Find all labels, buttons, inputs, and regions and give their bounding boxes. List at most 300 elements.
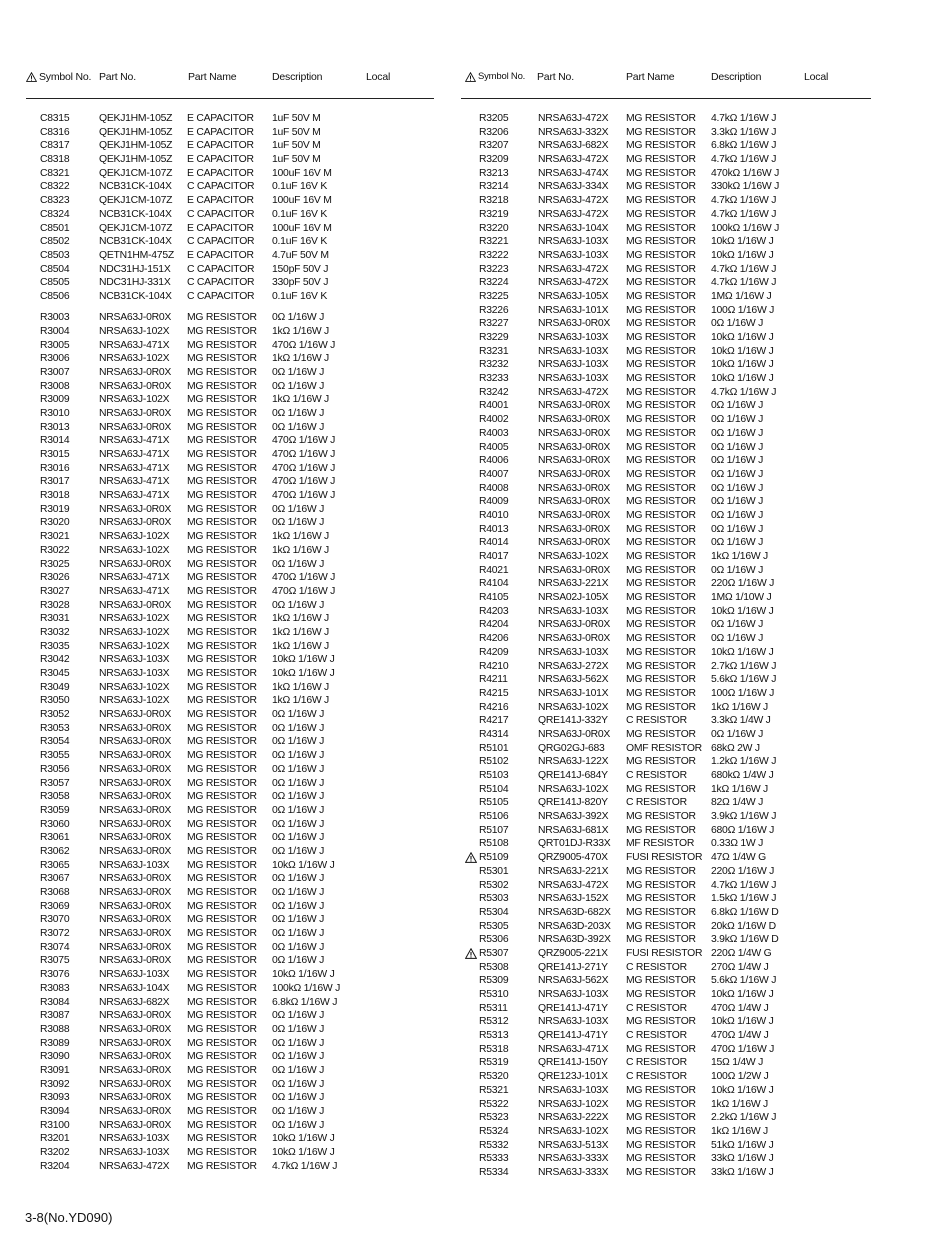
part-no: NCB31CK-104X: [99, 181, 172, 193]
description: 10kΩ 1/16W J: [711, 249, 774, 261]
table-row: [26, 667, 446, 681]
part-no: NRSA63J-0R0X: [99, 1051, 172, 1063]
table-row: [465, 112, 885, 126]
part-no: QEKJ1CM-107Z: [99, 195, 173, 207]
table-row: [465, 1015, 885, 1029]
part-no: NRSA63J-0R0X: [99, 777, 172, 789]
description: 47Ω 1/4W G: [711, 852, 766, 864]
part-name: E CAPACITOR: [187, 154, 254, 166]
description: 10kΩ 1/16W J: [711, 373, 774, 385]
symbol-no: R5304: [479, 906, 509, 918]
table-row: [465, 441, 885, 455]
symbol-no: C8317: [40, 140, 70, 152]
table-row: [465, 1029, 885, 1043]
part-name: MG RESISTOR: [187, 435, 257, 447]
symbol-no: R3214: [479, 181, 509, 193]
table-row: [465, 933, 885, 947]
symbol-no: R5310: [479, 989, 509, 1000]
part-no: NRSA63J-0R0X: [99, 736, 172, 748]
symbol-no: R5305: [479, 920, 509, 932]
description: 0.1uF 16V K: [272, 236, 328, 248]
symbol-no: R3094: [40, 1106, 70, 1117]
part-name: MG RESISTOR: [626, 373, 696, 385]
table-row: [465, 523, 885, 537]
part-name: MG RESISTOR: [626, 263, 696, 275]
description: 0Ω 1/16W J: [272, 955, 325, 967]
symbol-no: R5309: [479, 975, 509, 987]
part-name: MG RESISTOR: [626, 1043, 696, 1055]
symbol-no: R5106: [479, 811, 509, 823]
symbol-no: R3015: [40, 449, 70, 460]
description: 0.1uF 16V K: [272, 208, 328, 220]
description: 0Ω 1/16W J: [272, 1051, 325, 1063]
table-row: [26, 941, 446, 955]
table-row: [465, 180, 885, 194]
part-name: MG RESISTOR: [626, 687, 696, 699]
symbol-no: R4204: [479, 619, 509, 631]
part-name: MG RESISTOR: [626, 140, 696, 152]
part-no: NRSA63J-104X: [538, 222, 609, 234]
symbol-no: R3213: [479, 167, 509, 179]
table-row: [465, 454, 885, 468]
part-name: MG RESISTOR: [187, 558, 257, 570]
table-header: [26, 71, 446, 85]
part-name: MG RESISTOR: [187, 818, 257, 830]
table-row: [26, 1160, 446, 1174]
part-no: NRSA63J-103X: [99, 668, 170, 679]
part-name: MG RESISTOR: [626, 989, 696, 1000]
header-desc: Description: [711, 71, 762, 83]
table-row: [26, 352, 446, 366]
part-name: OMF RESISTOR: [626, 742, 702, 754]
description: 100Ω 1/16W J: [711, 687, 775, 699]
table-row: [465, 920, 885, 934]
part-no: NRSA63J-471X: [99, 490, 170, 502]
description: 1kΩ 1/16W J: [272, 640, 329, 652]
part-no: NRSA63J-102X: [99, 353, 170, 365]
table-row: [465, 988, 885, 1002]
table-row: [26, 1105, 446, 1119]
description: 0.1uF 16V K: [272, 181, 328, 193]
part-name: MG RESISTOR: [187, 900, 257, 912]
part-no: QEKJ1HM-105Z: [99, 140, 173, 152]
symbol-no: R4003: [479, 427, 509, 439]
description: 10kΩ 1/16W J: [711, 236, 774, 248]
part-no: NRSA63J-333X: [538, 1166, 609, 1178]
part-no: NRSA63J-0R0X: [99, 1023, 172, 1035]
symbol-no: R3021: [40, 531, 70, 543]
part-name: MG RESISTOR: [626, 318, 696, 330]
table-row: [465, 742, 885, 756]
part-no: NRSA63J-471X: [99, 585, 170, 597]
description: 0Ω 1/16W J: [272, 887, 325, 898]
symbol-no: R5334: [479, 1166, 509, 1178]
part-no: NRSA63J-102X: [99, 325, 170, 337]
part-name: MG RESISTOR: [626, 1112, 696, 1124]
table-row: [465, 413, 885, 427]
description: 220Ω 1/16W J: [711, 578, 775, 590]
symbol-no: R4206: [479, 633, 509, 645]
part-no: NRSA63J-102X: [99, 531, 170, 543]
symbol-no: C8505: [40, 277, 70, 289]
part-no: NRSA63J-334X: [538, 181, 609, 193]
symbol-no: R4217: [479, 715, 509, 727]
table-row: [26, 167, 446, 181]
part-no: NRSA63J-471X: [99, 435, 170, 447]
part-name: MG RESISTOR: [626, 1139, 696, 1151]
part-name: MG RESISTOR: [626, 893, 696, 905]
symbol-no: R3070: [40, 914, 70, 926]
table-row: [465, 1056, 885, 1070]
symbol-no: R3222: [479, 249, 509, 261]
symbol-no: R3052: [40, 709, 70, 721]
part-no: NRSA63J-472X: [538, 879, 609, 891]
table-row: [26, 640, 446, 654]
description: 0Ω 1/16W J: [711, 400, 764, 412]
table-row: [465, 564, 885, 578]
part-name: MG RESISTOR: [187, 394, 257, 406]
part-no: QETN1HM-475Z: [99, 249, 174, 261]
table-row: [465, 577, 885, 591]
part-name: MG RESISTOR: [626, 701, 696, 713]
table-row: [465, 235, 885, 249]
symbol-no: R5333: [479, 1153, 509, 1165]
description: 4.7kΩ 1/16W J: [711, 113, 777, 124]
symbol-no: C8324: [40, 208, 70, 220]
part-name: E CAPACITOR: [187, 126, 254, 138]
table-row: [465, 687, 885, 701]
table-row: [26, 1064, 446, 1078]
part-name: MG RESISTOR: [187, 887, 257, 898]
description: 470Ω 1/16W J: [272, 572, 336, 584]
description: 470Ω 1/16W J: [272, 462, 336, 474]
symbol-no: R4105: [479, 592, 509, 604]
description: 1kΩ 1/16W J: [711, 1098, 768, 1110]
part-no: NRSA63J-472X: [538, 386, 609, 398]
symbol-no: R5307: [479, 947, 509, 959]
part-no: NRSA63J-0R0X: [538, 633, 611, 645]
description: 0.1uF 16V K: [272, 290, 328, 302]
table-row: [26, 872, 446, 886]
symbol-no: R4007: [479, 468, 509, 480]
part-name: MG RESISTOR: [187, 503, 257, 515]
symbol-no: R3209: [479, 154, 509, 166]
part-name: MG RESISTOR: [187, 791, 257, 803]
table-row: [26, 900, 446, 914]
description: 0Ω 1/16W J: [711, 564, 764, 576]
part-name: C RESISTOR: [626, 1071, 687, 1083]
table-row: [465, 167, 885, 181]
part-no: NRSA63J-0R0X: [538, 728, 611, 740]
part-no: NRSA63J-102X: [99, 544, 170, 556]
description: 10kΩ 1/16W J: [711, 332, 774, 343]
symbol-no: R3045: [40, 668, 70, 679]
description: 1kΩ 1/16W J: [272, 613, 329, 625]
part-no: NRSA63J-0R0X: [99, 380, 172, 392]
table-row: [465, 879, 885, 893]
description: 470kΩ 1/16W J: [711, 167, 780, 179]
part-name: MG RESISTOR: [626, 236, 696, 248]
part-name: MG RESISTOR: [187, 585, 257, 597]
table-row: [26, 366, 446, 380]
part-no: NRSA63J-474X: [538, 167, 609, 179]
part-no: NRSA63J-472X: [538, 277, 609, 289]
part-no: NRSA02J-105X: [538, 592, 609, 604]
table-row: [465, 427, 885, 441]
part-no: QRE141J-471Y: [538, 1030, 608, 1042]
part-no: QEKJ1CM-107Z: [99, 222, 173, 234]
part-name: MG RESISTOR: [187, 654, 257, 666]
symbol-no: R3032: [40, 626, 70, 638]
description: 33kΩ 1/16W J: [711, 1166, 774, 1178]
part-name: MG RESISTOR: [626, 1084, 696, 1096]
table-row: [26, 1091, 446, 1105]
part-name: C CAPACITOR: [187, 290, 255, 302]
description: 1kΩ 1/16W J: [272, 531, 329, 543]
part-no: NRSA63J-0R0X: [99, 763, 172, 775]
table-row: [465, 399, 885, 413]
table-row: [465, 290, 885, 304]
description: 0Ω 1/16W J: [272, 750, 325, 762]
description: 10kΩ 1/16W J: [711, 1016, 774, 1028]
part-no: NRSA63J-101X: [538, 687, 609, 699]
part-no: QRZ9005-221X: [538, 947, 608, 959]
part-no: NRSA63J-0R0X: [99, 1119, 172, 1131]
part-name: MG RESISTOR: [187, 709, 257, 721]
description: 0Ω 1/16W J: [272, 1010, 325, 1022]
symbol-no: R3091: [40, 1064, 70, 1076]
header-name: Part Name: [626, 71, 675, 83]
table-row: [26, 886, 446, 900]
part-name: MG RESISTOR: [626, 674, 696, 686]
description: 0Ω 1/16W J: [272, 941, 325, 953]
header-part: Part No.: [99, 71, 136, 83]
symbol-no: R3219: [479, 208, 509, 220]
table-row: [26, 325, 446, 339]
part-no: NRSA63J-103X: [99, 654, 170, 666]
part-name: MG RESISTOR: [626, 633, 696, 645]
symbol-no: R3242: [479, 386, 509, 398]
part-no: NRSA63J-0R0X: [99, 832, 172, 844]
description: 0Ω 1/16W J: [711, 318, 764, 330]
table-row: [26, 996, 446, 1010]
part-no: NRSA63J-152X: [538, 893, 609, 905]
part-no: NRSA63J-471X: [99, 572, 170, 584]
part-name: MG RESISTOR: [187, 914, 257, 926]
description: 1kΩ 1/16W J: [711, 1125, 768, 1137]
symbol-no: R3056: [40, 763, 70, 775]
description: 0Ω 1/16W J: [272, 558, 325, 570]
part-no: NRSA63J-471X: [99, 462, 170, 474]
part-name: MG RESISTOR: [187, 859, 257, 871]
part-name: C CAPACITOR: [187, 277, 255, 289]
table-row: [465, 249, 885, 263]
part-no: NRSA63J-102X: [99, 613, 170, 625]
part-name: MG RESISTOR: [626, 359, 696, 371]
symbol-no: R5320: [479, 1071, 509, 1083]
description: 5.6kΩ 1/16W J: [711, 674, 777, 686]
symbol-no: R5107: [479, 824, 509, 836]
part-name: FUSI RESISTOR: [626, 852, 703, 864]
description: 680Ω 1/16W J: [711, 824, 775, 836]
description: 220Ω 1/16W J: [711, 865, 775, 877]
part-no: NRSA63J-103X: [538, 249, 609, 261]
symbol-no: R4216: [479, 701, 509, 713]
symbol-no: R3231: [479, 345, 509, 357]
part-no: NRSA63J-0R0X: [538, 564, 611, 576]
symbol-no: R3035: [40, 640, 70, 652]
table-row: [26, 913, 446, 927]
description: 0Ω 1/16W J: [711, 509, 764, 521]
description: 0Ω 1/16W J: [272, 503, 325, 515]
table-row: [465, 1125, 885, 1139]
warning-triangle-icon: [465, 948, 477, 959]
part-name: E CAPACITOR: [187, 113, 254, 124]
description: 10kΩ 1/16W J: [272, 859, 335, 871]
header-symbol: Symbol No.: [478, 71, 526, 82]
description: 3.3kΩ 1/4W J: [711, 715, 771, 727]
symbol-no: R3027: [40, 585, 70, 597]
part-name: MG RESISTOR: [626, 113, 696, 124]
description: 68kΩ 2W J: [711, 742, 760, 754]
description: 1uF 50V M: [272, 154, 321, 166]
part-no: QRZ9005-470X: [538, 852, 608, 864]
part-name: MG RESISTOR: [187, 1119, 257, 1131]
symbol-no: R3087: [40, 1010, 70, 1022]
description: 10kΩ 1/16W J: [272, 654, 335, 666]
description: 0Ω 1/16W J: [711, 441, 764, 453]
table-row: [26, 1050, 446, 1064]
symbol-no: R3088: [40, 1023, 70, 1035]
table-row: [465, 851, 885, 865]
part-name: MG RESISTOR: [187, 1160, 257, 1172]
table-row: [26, 180, 446, 194]
part-name: MG RESISTOR: [626, 728, 696, 740]
part-name: MG RESISTOR: [187, 449, 257, 460]
table-row: [465, 769, 885, 783]
part-name: MG RESISTOR: [626, 523, 696, 535]
table-row: [465, 947, 885, 961]
part-no: NDC31HJ-331X: [99, 277, 171, 289]
description: 270Ω 1/4W J: [711, 961, 769, 973]
symbol-no: R3019: [40, 503, 70, 515]
header-local: Local: [804, 71, 829, 83]
part-name: MG RESISTOR: [626, 277, 696, 289]
part-name: MG RESISTOR: [187, 1133, 257, 1145]
description: 0Ω 1/16W J: [272, 709, 325, 721]
symbol-no: R5301: [479, 865, 509, 877]
table-row: [465, 796, 885, 810]
description: 0Ω 1/16W J: [272, 736, 325, 748]
part-name: MG RESISTOR: [187, 1064, 257, 1076]
symbol-no: R3020: [40, 517, 70, 529]
part-name: MG RESISTOR: [626, 619, 696, 631]
description: 6.8kΩ 1/16W J: [711, 140, 777, 152]
table-row: [26, 276, 446, 290]
symbol-no: R4210: [479, 660, 509, 672]
part-name: MG RESISTOR: [187, 312, 257, 324]
symbol-no: R5319: [479, 1057, 509, 1069]
part-no: NRSA63J-471X: [99, 476, 170, 488]
symbol-no: R3069: [40, 900, 70, 912]
part-no: NRSA63J-103X: [538, 373, 609, 385]
symbol-no: R4010: [479, 509, 509, 521]
symbol-no: R5324: [479, 1125, 509, 1137]
part-name: MG RESISTOR: [626, 564, 696, 576]
part-name: C RESISTOR: [626, 1030, 687, 1042]
part-name: MG RESISTOR: [187, 339, 257, 351]
table-row: [26, 818, 446, 832]
part-name: MG RESISTOR: [187, 407, 257, 419]
part-no: NRSA63J-222X: [538, 1112, 609, 1124]
description: 0Ω 1/16W J: [272, 928, 325, 940]
rows-left: [26, 112, 446, 1173]
table-row: [26, 1146, 446, 1160]
symbol-no: R4314: [479, 728, 509, 740]
part-no: NRSA63J-471X: [538, 1043, 609, 1055]
description: 1kΩ 1/16W J: [272, 325, 329, 337]
description: 2.7kΩ 1/16W J: [711, 660, 777, 672]
description: 0Ω 1/16W J: [272, 421, 325, 433]
description: 0Ω 1/16W J: [272, 599, 325, 611]
part-name: MG RESISTOR: [626, 783, 696, 795]
part-name: MG RESISTOR: [187, 736, 257, 748]
table-row: [26, 1023, 446, 1037]
part-no: NRSA63J-682X: [99, 996, 170, 1008]
part-no: NCB31CK-104X: [99, 236, 172, 248]
description: 4.7kΩ 1/16W J: [711, 879, 777, 891]
part-name: MG RESISTOR: [626, 879, 696, 891]
part-no: QRE123J-101X: [538, 1071, 608, 1083]
table-row: [26, 763, 446, 777]
part-no: NRSA63J-0R0X: [538, 619, 611, 631]
description: 0Ω 1/16W J: [711, 414, 764, 426]
table-row: [465, 632, 885, 646]
part-name: MG RESISTOR: [187, 873, 257, 885]
table-row: [26, 448, 446, 462]
description: 10kΩ 1/16W J: [711, 359, 774, 371]
symbol-no: R3005: [40, 339, 70, 351]
part-no: NRSA63J-105X: [538, 290, 609, 302]
symbol-no: C8506: [40, 290, 70, 302]
part-name: MG RESISTOR: [187, 613, 257, 625]
symbol-no: R3031: [40, 613, 70, 625]
description: 0Ω 1/16W J: [272, 1023, 325, 1035]
table-row: [465, 386, 885, 400]
part-name: MG RESISTOR: [626, 1153, 696, 1165]
part-name: MG RESISTOR: [187, 1092, 257, 1104]
part-name: MG RESISTOR: [187, 996, 257, 1008]
description: 10kΩ 1/16W J: [711, 646, 774, 658]
part-name: MG RESISTOR: [626, 414, 696, 426]
symbol-no: R5332: [479, 1139, 509, 1151]
table-row: [26, 722, 446, 736]
description: 3.9kΩ 1/16W J: [711, 811, 777, 823]
part-name: MG RESISTOR: [187, 750, 257, 762]
symbol-no: C8503: [40, 249, 70, 261]
part-name: E CAPACITOR: [187, 249, 254, 261]
part-name: MG RESISTOR: [626, 1125, 696, 1137]
symbol-no: R3062: [40, 845, 70, 857]
description: 0Ω 1/16W J: [711, 619, 764, 631]
description: 10kΩ 1/16W J: [711, 989, 774, 1000]
symbol-no: R3022: [40, 544, 70, 556]
header-rule: [26, 98, 434, 99]
part-name: C CAPACITOR: [187, 236, 255, 248]
part-no: NRSA63J-102X: [538, 1098, 609, 1110]
symbol-no: C8318: [40, 154, 70, 166]
part-no: NRSA63J-0R0X: [538, 318, 611, 330]
